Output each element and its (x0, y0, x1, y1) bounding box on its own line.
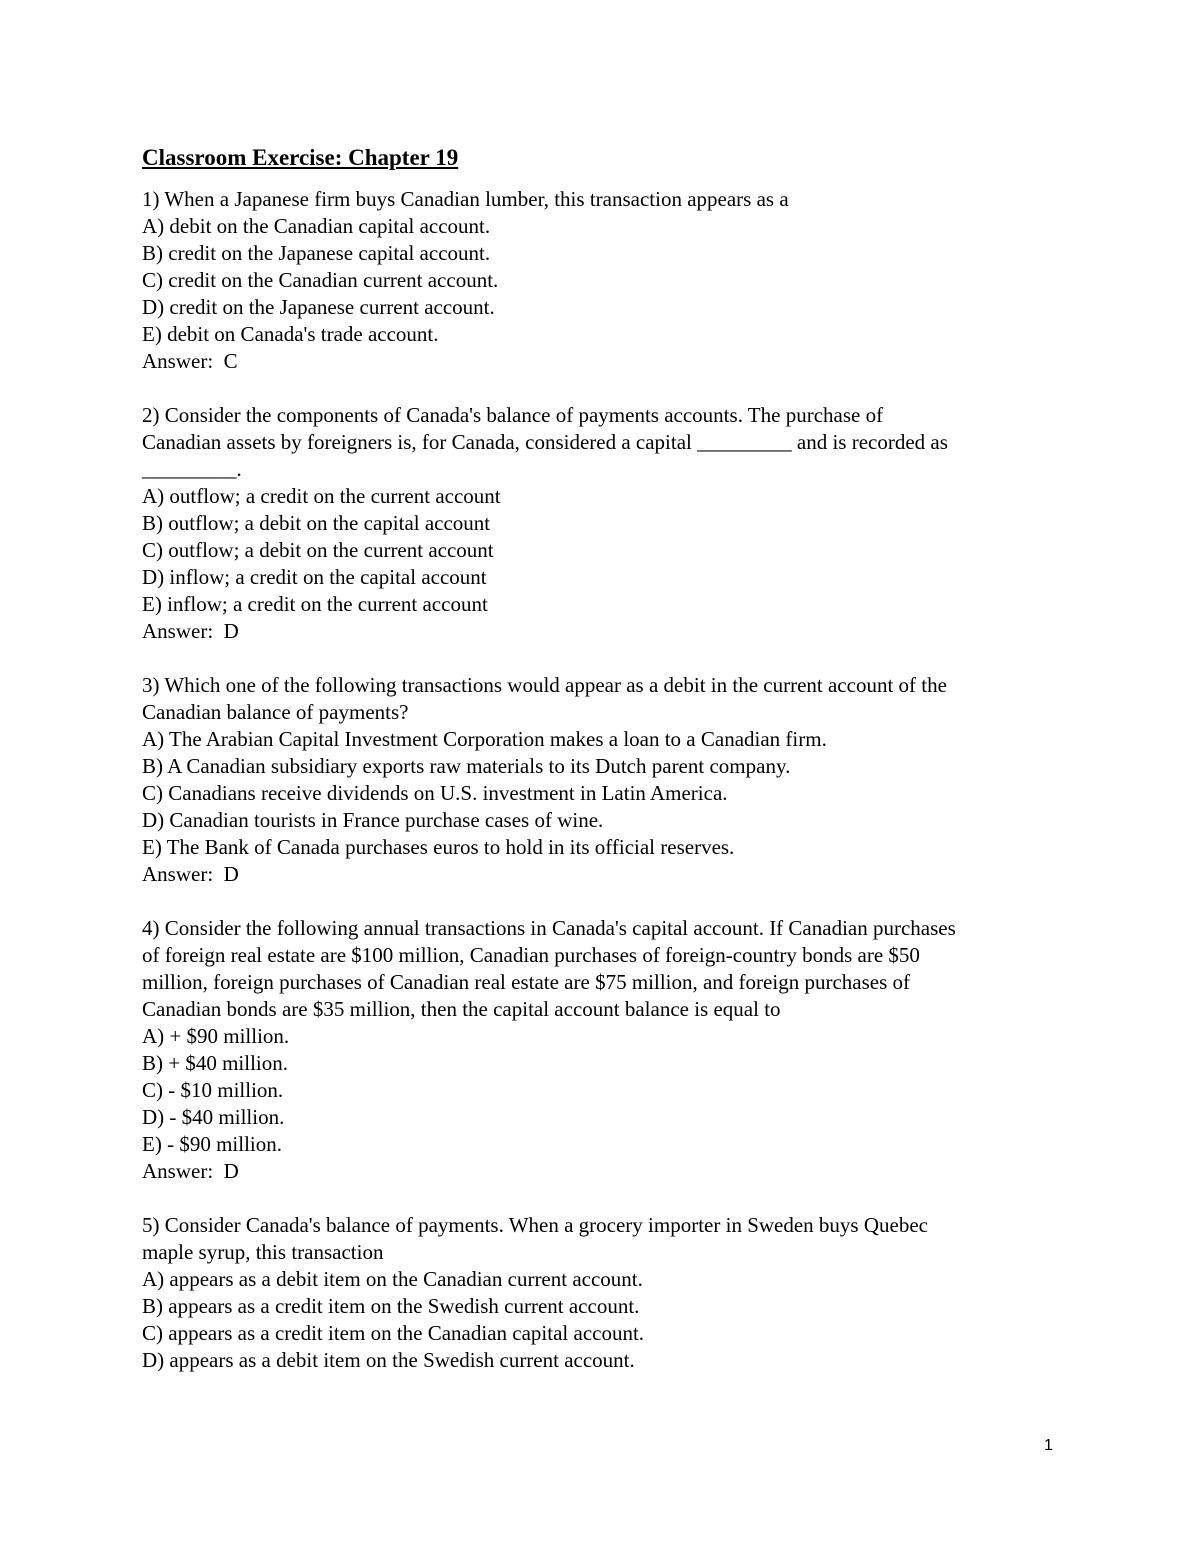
option-b: B) credit on the Japanese capital account. (142, 241, 491, 265)
question-3 (142, 672, 1072, 888)
option-c: C) credit on the Canadian current account. (142, 268, 499, 292)
page-number: 1 (1044, 1437, 1053, 1454)
option-b: B) + $40 million. (142, 1051, 289, 1075)
option-a: A) debit on the Canadian capital account. (142, 214, 491, 238)
question-stem-line: 3) Which one of the following transactions would appear as a debit in the current account of the (142, 673, 947, 697)
option-d: D) inflow; a credit on the capital account (142, 565, 487, 589)
answer-line: Answer: C (142, 349, 238, 373)
document-page (142, 143, 1072, 1401)
option-d: D) appears as a debit item on the Swedish current account. (142, 1348, 635, 1372)
option-a: A) The Arabian Capital Investment Corporation makes a loan to a Canadian firm. (142, 727, 827, 751)
question-4 (142, 915, 1072, 1185)
question-stem-line: Canadian bonds are $35 million, then the capital account balance is equal to (142, 997, 781, 1021)
document-title: Classroom Exercise: Chapter 19 (142, 145, 459, 170)
answer-line: Answer: D (142, 619, 239, 643)
option-e: E) debit on Canada's trade account. (142, 322, 439, 346)
question-stem-line: 2) Consider the components of Canada's balance of payments accounts. The purchase of (142, 403, 884, 427)
option-c: C) Canadians receive dividends on U.S. investment in Latin America. (142, 781, 728, 805)
question-stem-line: 5) Consider Canada's balance of payments. When a grocery importer in Sweden buys Quebec (142, 1213, 928, 1237)
question-stem-line: Canadian assets by foreigners is, for Canada, considered a capital _________ and is recorded as (142, 430, 948, 454)
question-stem-line: 1) When a Japanese firm buys Canadian lumber, this transaction appears as a (142, 187, 789, 211)
question-stem-line: 4) Consider the following annual transactions in Canada's capital account. If Canadian purchases (142, 916, 956, 940)
answer-line: Answer: D (142, 1159, 239, 1183)
question-stem-line: maple syrup, this transaction (142, 1240, 384, 1264)
question-1 (142, 186, 1072, 375)
option-c: C) - $10 million. (142, 1078, 284, 1102)
option-a: A) + $90 million. (142, 1024, 290, 1048)
answer-line: Answer: D (142, 862, 239, 886)
question-2 (142, 402, 1072, 645)
option-b: B) outflow; a debit on the capital account (142, 511, 491, 535)
option-c: C) outflow; a debit on the current account (142, 538, 494, 562)
option-d: D) credit on the Japanese current account. (142, 295, 495, 319)
question-stem-line: of foreign real estate are $100 million, Canadian purchases of foreign-country bonds are $50 (142, 943, 920, 967)
option-a: A) appears as a debit item on the Canadian current account. (142, 1267, 643, 1291)
option-b: B) A Canadian subsidiary exports raw materials to its Dutch parent company. (142, 754, 791, 778)
option-d: D) - $40 million. (142, 1105, 285, 1129)
option-e: E) The Bank of Canada purchases euros to hold in its official reserves. (142, 835, 735, 859)
option-b: B) appears as a credit item on the Swedish current account. (142, 1294, 640, 1318)
question-5 (142, 1212, 1072, 1374)
question-stem-line: _________. (142, 457, 242, 481)
option-e: E) - $90 million. (142, 1132, 282, 1156)
question-stem-line: Canadian balance of payments? (142, 700, 409, 724)
option-d: D) Canadian tourists in France purchase cases of wine. (142, 808, 604, 832)
option-c: C) appears as a credit item on the Canadian capital account. (142, 1321, 645, 1345)
option-a: A) outflow; a credit on the current account (142, 484, 501, 508)
option-e: E) inflow; a credit on the current account (142, 592, 488, 616)
question-stem-line: million, foreign purchases of Canadian real estate are $75 million, and foreign purchases of (142, 970, 910, 994)
